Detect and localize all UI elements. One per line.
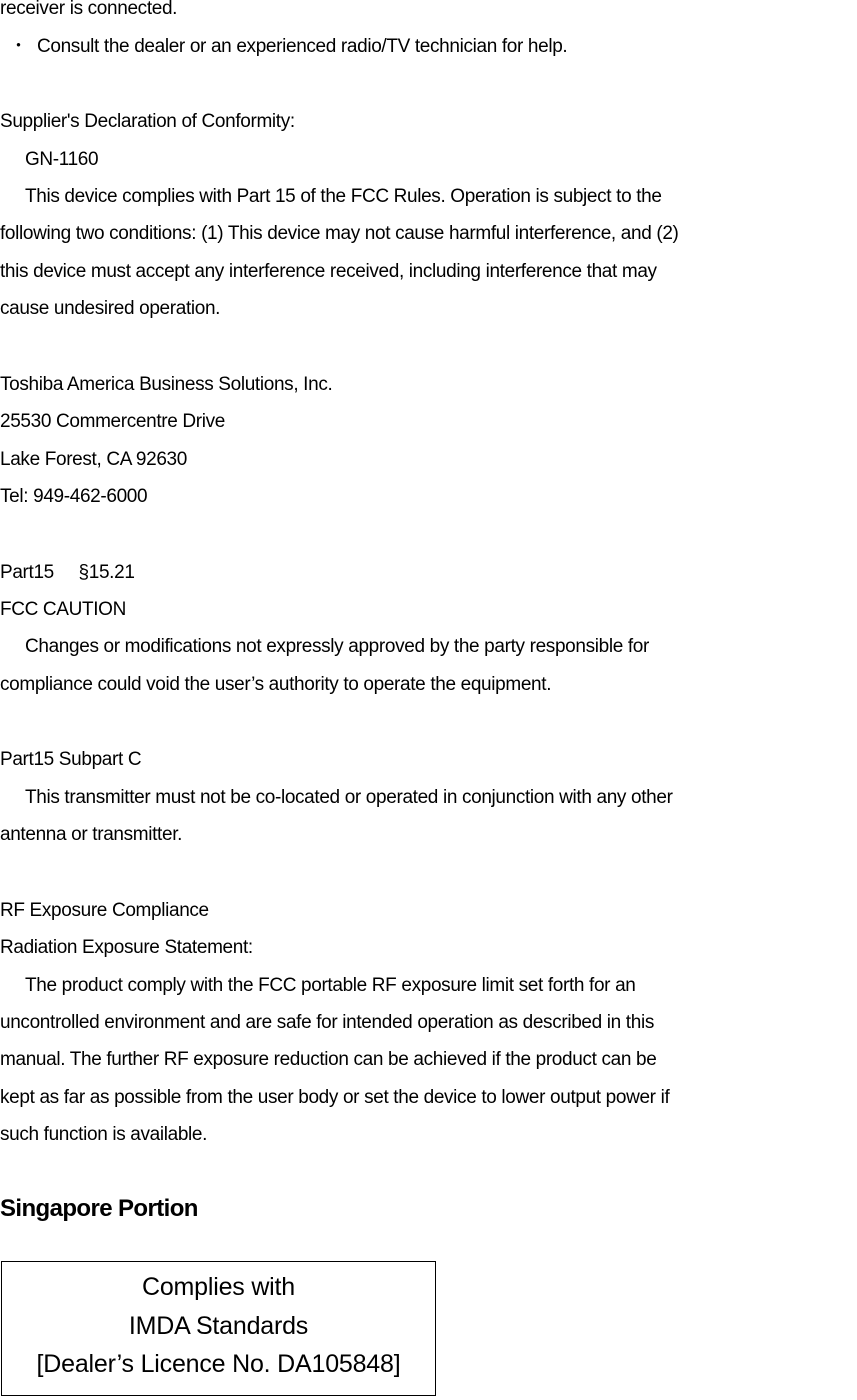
bullet-item-text: Consult the dealer or an experienced radio/TV technician for help. bbox=[37, 36, 568, 57]
text-line: antenna or transmitter. bbox=[0, 824, 183, 845]
section-label: FCC CAUTION bbox=[0, 599, 126, 620]
telephone: Tel: 949-462-6000 bbox=[0, 486, 148, 507]
section-label: Supplier's Declaration of Conformity: bbox=[0, 111, 295, 132]
model-number: GN-1160 bbox=[25, 149, 99, 170]
section-label: RF Exposure Compliance bbox=[0, 900, 209, 921]
bullet-mark: ・ bbox=[9, 36, 28, 57]
text-line: such function is available. bbox=[0, 1124, 208, 1145]
text-line: kept as far as possible from the user body or set the device to lower output power if bbox=[0, 1087, 670, 1108]
section-label: Part15 §15.21 bbox=[0, 562, 135, 583]
section-heading: Singapore Portion bbox=[0, 1195, 198, 1222]
text-line: manual. The further RF exposure reduction can be achieved if the product can be bbox=[0, 1049, 657, 1070]
section-label: Radiation Exposure Statement: bbox=[0, 937, 253, 958]
text-line: This device complies with Part 15 of the FCC Rules. Operation is subject to the bbox=[25, 186, 662, 207]
text-line: this device must accept any interference received, including interference that may bbox=[0, 261, 657, 282]
box-text-line: IMDA Standards bbox=[128, 1312, 309, 1340]
address-line: Lake Forest, CA 92630 bbox=[0, 449, 187, 470]
text-line: uncontrolled environment and are safe for intended operation as described in this bbox=[0, 1012, 654, 1033]
address-line: 25530 Commercentre Drive bbox=[0, 411, 225, 432]
text-line: cause undesired operation. bbox=[0, 298, 221, 319]
text-line: following two conditions: (1) This device may not cause harmful interference, and (2) bbox=[0, 223, 679, 244]
company-name: Toshiba America Business Solutions, Inc. bbox=[0, 374, 333, 395]
text-line: The product comply with the FCC portable RF exposure limit set forth for an bbox=[25, 975, 636, 996]
text-line: Changes or modifications not expressly approved by the party responsible for bbox=[25, 636, 649, 657]
section-label: Part15 Subpart C bbox=[0, 749, 142, 770]
box-text-line: Complies with bbox=[141, 1273, 295, 1301]
text-line: receiver is connected. bbox=[0, 0, 178, 19]
imda-compliance-box bbox=[1, 1261, 436, 1396]
text-line: compliance could void the user’s authority to operate the equipment. bbox=[0, 674, 552, 695]
text-line: This transmitter must not be co-located or operated in conjunction with any other bbox=[25, 787, 673, 808]
dealer-licence: [Dealer’s Licence No. DA105848] bbox=[36, 1350, 401, 1378]
